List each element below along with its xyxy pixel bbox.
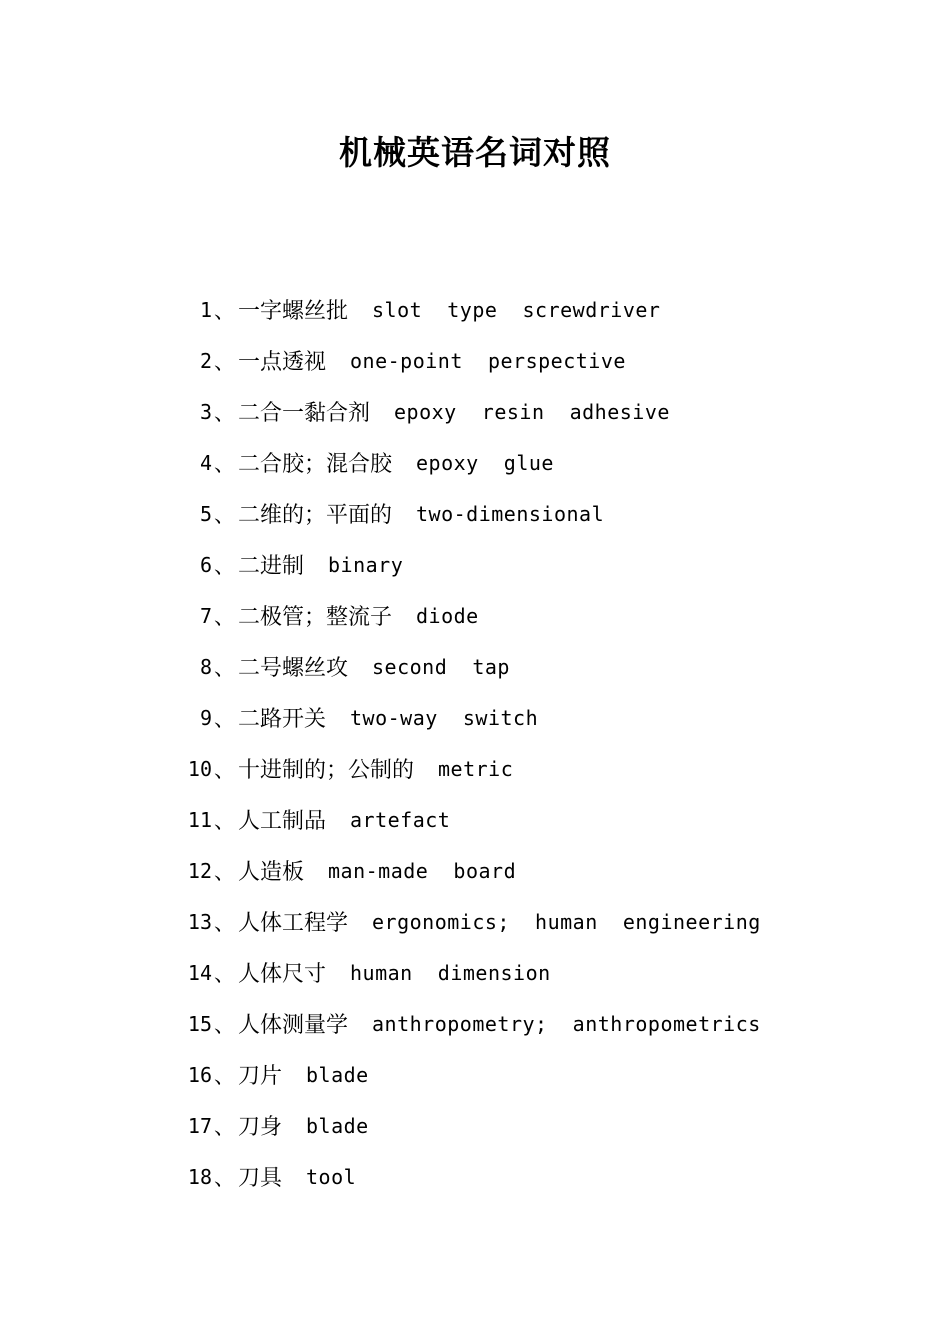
glossary-entry: [178, 692, 918, 743]
entry-number: 6: [199, 552, 212, 577]
entry-number: 15: [187, 1011, 212, 1036]
entry-separator: 、: [214, 451, 235, 476]
entry-number: 17: [187, 1113, 212, 1138]
entry-english-term: diode: [416, 603, 479, 628]
entry-chinese-term: 一点透视: [238, 350, 327, 375]
entry-number: 3: [199, 399, 212, 424]
entry-chinese-term: 一字螺丝批: [238, 299, 349, 324]
entry-number: 13: [187, 909, 212, 934]
entry-number: 11: [187, 807, 212, 832]
entry-separator: 、: [214, 1012, 235, 1037]
entry-english-term: metric: [438, 756, 514, 781]
entry-chinese-term: 二极管；整流子: [238, 605, 393, 630]
entry-chinese-term: 人体测量学: [238, 1013, 349, 1038]
entry-number: 4: [199, 450, 212, 475]
entry-separator: 、: [214, 400, 235, 425]
entry-number: 7: [199, 603, 212, 628]
glossary-entry: [178, 896, 918, 947]
glossary-entry: [178, 794, 918, 845]
entry-chinese-term: 二进制: [238, 554, 305, 579]
entry-english-term: two-dimensional: [416, 501, 605, 526]
entry-chinese-term: 二路开关: [238, 707, 327, 732]
entry-separator: 、: [214, 298, 235, 323]
entry-number: 10: [187, 756, 212, 781]
entry-english-term: one-point perspective: [350, 348, 626, 373]
glossary-entry: [178, 641, 918, 692]
entry-chinese-term: 二维的；平面的: [238, 503, 393, 528]
entry-number: 2: [199, 348, 212, 373]
glossary-entry: [178, 539, 918, 590]
entry-english-term: tool: [306, 1164, 357, 1189]
glossary-entry: [178, 845, 918, 896]
entry-english-term: ergonomics; human engineering: [372, 909, 761, 934]
entry-english-term: epoxy resin adhesive: [394, 399, 670, 424]
entry-chinese-term: 人造板: [238, 860, 305, 885]
entry-number: 14: [187, 960, 212, 985]
glossary-entry: [178, 488, 918, 539]
glossary-entry: [178, 947, 918, 998]
glossary-entry: [178, 998, 918, 1049]
entry-english-term: two-way switch: [350, 705, 539, 730]
entry-english-term: slot type screwdriver: [372, 297, 661, 322]
glossary-entry: [178, 386, 918, 437]
entry-english-term: man-made board: [328, 858, 517, 883]
entry-number: 8: [199, 654, 212, 679]
entry-separator: 、: [214, 1063, 235, 1088]
entry-english-term: epoxy glue: [416, 450, 554, 475]
glossary-entry: [178, 1151, 918, 1202]
entry-number: 9: [199, 705, 212, 730]
entry-separator: 、: [214, 808, 235, 833]
entry-chinese-term: 二号螺丝攻: [238, 656, 349, 681]
glossary-entry: [178, 437, 918, 488]
entry-separator: 、: [214, 553, 235, 578]
entry-separator: 、: [214, 1114, 235, 1139]
entry-separator: 、: [214, 910, 235, 935]
entry-separator: 、: [214, 961, 235, 986]
entry-english-term: blade: [306, 1113, 369, 1138]
entry-chinese-term: 人体工程学: [238, 911, 349, 936]
entry-number: 12: [187, 858, 212, 883]
entry-number: 5: [199, 501, 212, 526]
entry-chinese-term: 刀具: [238, 1166, 283, 1191]
entry-separator: 、: [214, 604, 235, 629]
entry-english-term: human dimension: [350, 960, 551, 985]
entry-english-term: blade: [306, 1062, 369, 1087]
entry-chinese-term: 人工制品: [238, 809, 327, 834]
glossary-entry: [178, 284, 918, 335]
entry-separator: 、: [214, 655, 235, 680]
entry-chinese-term: 二合一黏合剂: [238, 401, 371, 426]
document-title: 机械英语名词对照: [339, 133, 611, 172]
glossary-list: [178, 284, 918, 1202]
entry-separator: 、: [214, 757, 235, 782]
glossary-entry: [178, 743, 918, 794]
entry-number: 16: [187, 1062, 212, 1087]
entry-number: 1: [199, 297, 212, 322]
glossary-entry: [178, 1049, 918, 1100]
entry-chinese-term: 十进制的；公制的: [238, 758, 415, 783]
entry-separator: 、: [214, 349, 235, 374]
entry-chinese-term: 刀片: [238, 1064, 283, 1089]
entry-english-term: anthropometry; anthropometrics: [372, 1011, 761, 1036]
entry-chinese-term: 二合胶；混合胶: [238, 452, 393, 477]
glossary-entry: [178, 590, 918, 641]
entry-chinese-term: 刀身: [238, 1115, 283, 1140]
entry-english-term: binary: [328, 552, 404, 577]
entry-separator: 、: [214, 502, 235, 527]
glossary-entry: [178, 335, 918, 386]
entry-number: 18: [187, 1164, 212, 1189]
entry-chinese-term: 人体尺寸: [238, 962, 327, 987]
entry-separator: 、: [214, 706, 235, 731]
entry-english-term: artefact: [350, 807, 451, 832]
entry-english-term: second tap: [372, 654, 510, 679]
glossary-entry: [178, 1100, 918, 1151]
entry-separator: 、: [214, 1165, 235, 1190]
entry-separator: 、: [214, 859, 235, 884]
